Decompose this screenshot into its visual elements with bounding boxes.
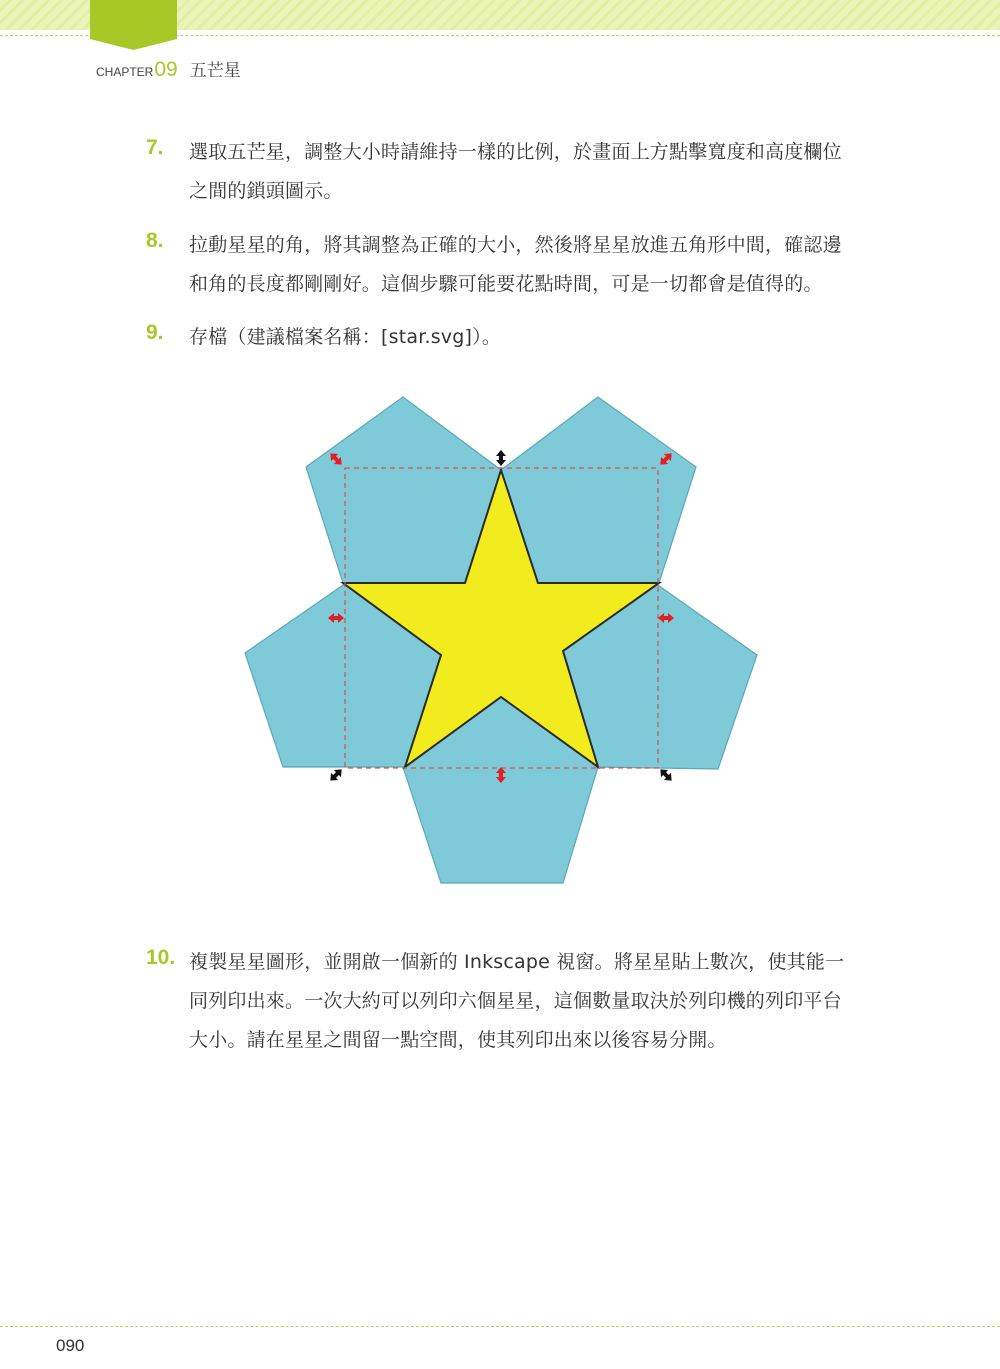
step-text	[189, 943, 901, 1060]
step-text-line: 之間的鎖頭圖示。	[189, 180, 343, 202]
step-text	[189, 318, 901, 357]
step-number: 7.	[146, 136, 164, 159]
step-text-line: 拉動星星的角，將其調整為正確的大小，然後將星星放進五角形中間，確認邊	[189, 234, 842, 256]
chapter-number: 09	[154, 58, 178, 81]
step-text	[189, 226, 901, 304]
step-text-line: 複製星星圖形，並開啟一個新的 Inkscape 視窗。將星星貼上數次，使其能一	[189, 951, 845, 973]
chapter-heading	[96, 56, 241, 82]
star-pentagon-figure	[240, 390, 760, 890]
step-number: 8.	[146, 229, 164, 252]
chapter-label: CHAPTER	[96, 65, 154, 79]
page-number: 090	[56, 1336, 85, 1355]
step-number: 9.	[146, 321, 164, 344]
pentagon-shape	[501, 397, 696, 583]
step-text-line: 存檔（建議檔案名稱：[star.svg]）。	[189, 326, 502, 348]
handle-arrow-shape	[327, 766, 345, 784]
step-text-line: 大小。請在星星之間留一點空間，使其列印出來以後容易分開。	[189, 1029, 727, 1051]
pentagon-shape	[306, 397, 501, 583]
step-number: 10.	[146, 946, 176, 969]
chapter-title: 五芒星	[189, 61, 241, 81]
footer-divider	[0, 1326, 1000, 1327]
resize-handle-top	[496, 450, 506, 466]
resize-handle-bottom-left	[327, 766, 345, 784]
chapter-tab	[90, 0, 177, 50]
figure-svg	[240, 390, 760, 890]
step-text-line: 選取五芒星，調整大小時請維持一樣的比例，於畫面上方點擊寬度和高度欄位	[189, 141, 842, 163]
step-text	[189, 133, 901, 211]
step-text-line: 和角的長度都剛剛好。這個步驟可能要花點時間，可是一切都會是值得的。	[189, 273, 823, 295]
handle-arrow-shape	[496, 450, 506, 466]
step-text-line: 同列印出來。一次大約可以列印六個星星，這個數量取決於列印機的列印平台	[189, 990, 842, 1012]
